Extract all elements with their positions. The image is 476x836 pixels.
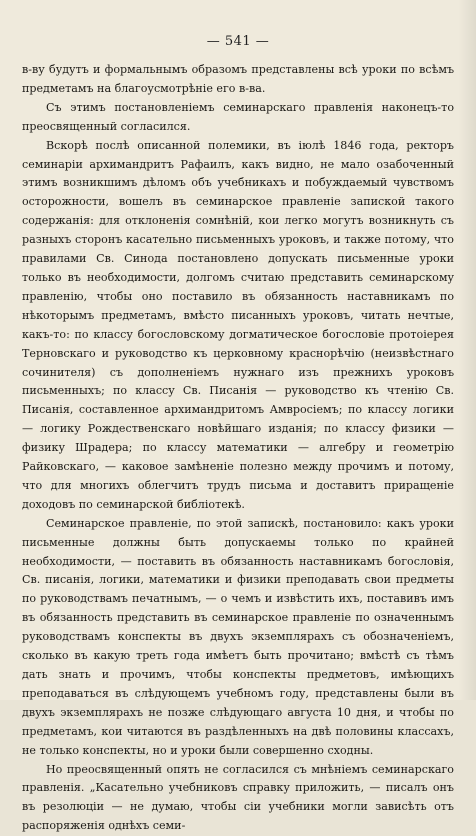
page-edge-shadow [458, 0, 476, 700]
paragraph: Семинарское правленіе, по этой запискѣ, постановило: какъ уроки письменные должны быть допускаемы только по крайней необходимости, — поставить въ обязанность наставникамъ богословія, Св. писанія, логики, математики и физики преподавать свои предметы по руководствамъ печатнымъ, — о чемъ и извѣстить ихъ, поставивъ имъ въ обязанность представить въ семинарское правленіе по означеннымъ руководствамъ конспекты въ двухъ экземплярахъ съ обозначеніемъ, сколько въ какую треть года имѣетъ быть прочитано; вмѣстѣ съ тѣмъ дать знать и прочимъ, чтобы конспекты предметовъ, имѣющихъ преподаваться въ слѣдующемъ учебномъ году, представлены были въ двухъ экземплярахъ не позже слѣдующаго августа 10 дня, и чтобы по предметамъ, кои читаются въ раздѣленныхъ на двѣ половины классахъ, не только конспекты, но и уроки были совершенно сходны. [22, 516, 454, 757]
body-text [22, 61, 454, 836]
page-number: — 541 — [206, 34, 270, 49]
paragraph: Вскорѣ послѣ описанной полемики, въ іюлѣ 1846 года, ректоръ семинаріи архимандритъ Рафаилъ, какъ видно, не мало озабоченный этимъ возникшимъ дѣломъ объ учебникахъ и побуждаемый чувствомъ осторожности, вошелъ въ семинарское правленіе запиской такого содержанія: для отклоненія сомнѣній, кои легко могутъ возникнуть съ разныхъ сторонъ касательно письменныхъ уроковъ, и также потому, что правилами Св. Синода постановлено допускать письменные уроки только въ необходимости, долгомъ считаю представить семинарскому правленію, чтобы оно поставило въ обязанность наставникамъ по нѣкоторымъ предметамъ, вмѣсто писанныхъ уроковъ, читать нечтые, какъ-то: по классу богословскому догматическое богословіе протоіерея Терновскаго и руководство къ церковному краснорѣчію (неизвѣстнаго сочинителя) съ дополненіемъ нужнаго изъ прежнихъ уроковъ письменныхъ; по классу Св. Писанія — руководство къ чтенію Св. Писанія, составленное архимандритомъ Амвросіемъ; по классу логики — логику Рождественскаго новѣйшаго изданія; по классу физики — физику Шрадера; по классу математики — алгебру и геометрію Райковскаго, — каковое замѣненіе полезно между прочимъ и потому, что для многихъ облегчитъ трудъ письма и доставитъ приращеніе доходовъ по семинарской библіотекѣ. [22, 138, 454, 511]
paragraph: Но преосвященный опять не согласился съ мнѣніемъ семинарскаго правленія. „Касательно учебниковъ справку приложить, — писалъ онъ въ резолюціи — не думаю, чтобы сіи учебники могли зависѣть отъ распоряженія однѣхъ семи- [22, 762, 454, 833]
paragraph: Съ этимъ постановленіемъ семинарскаго правленія наконецъ-то преосвященный согласился. [22, 100, 454, 133]
paragraph-continuation: в-ву будутъ и формальнымъ образомъ представлены всѣ уроки по всѣмъ предметамъ на благоусмотрѣніе его в-ва. [22, 63, 454, 95]
